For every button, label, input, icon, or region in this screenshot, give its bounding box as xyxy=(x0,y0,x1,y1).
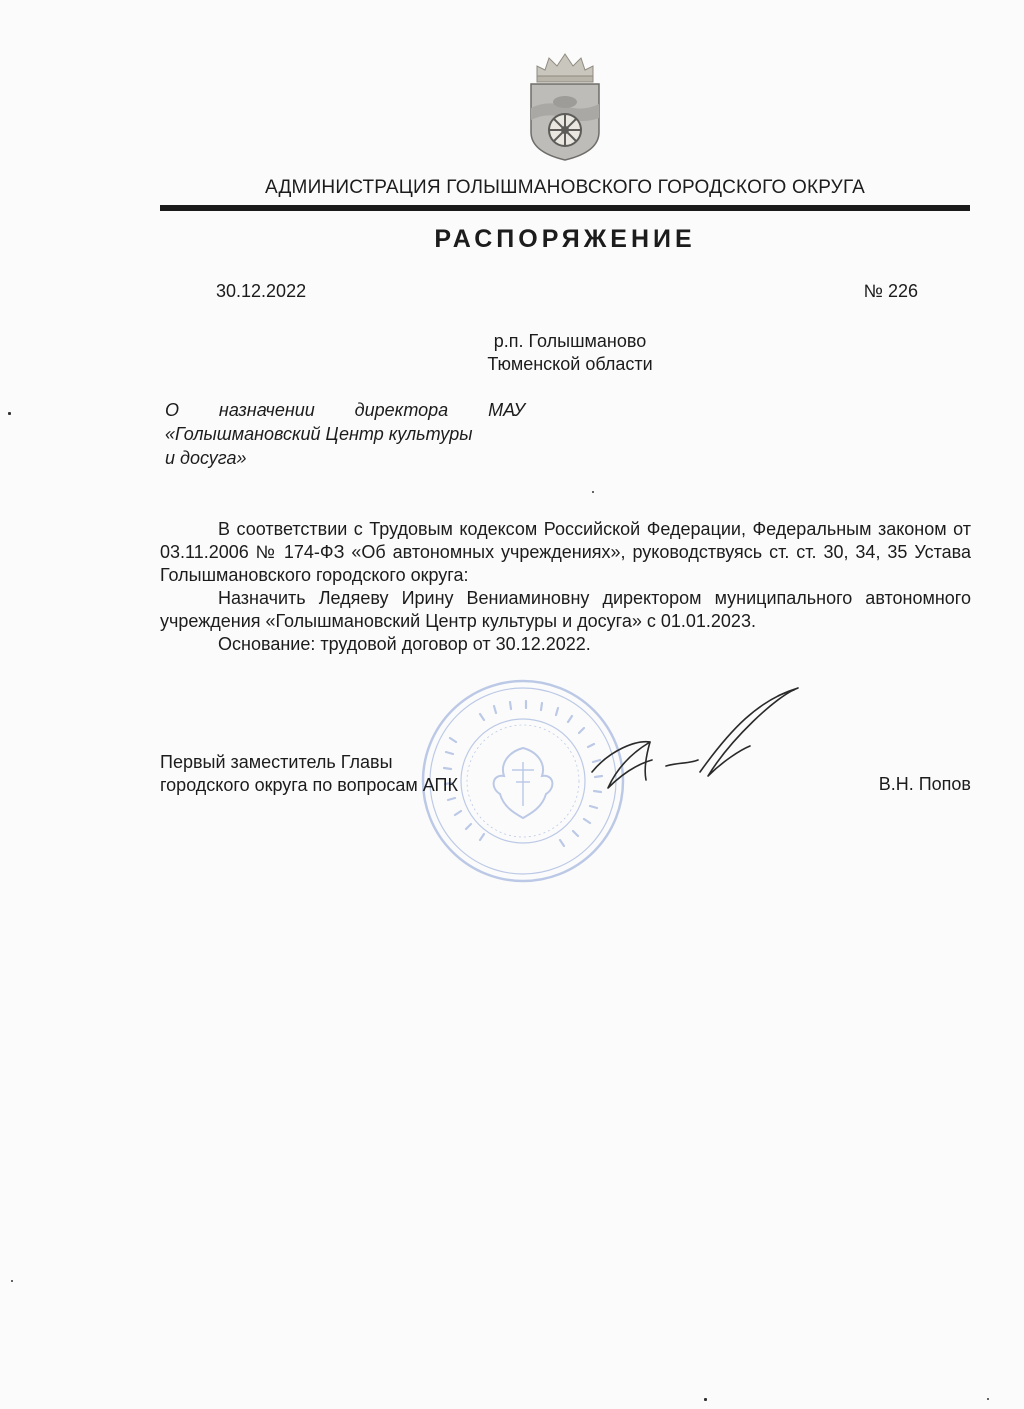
scan-speck xyxy=(8,412,11,415)
body-paragraph-basis: В соответствии с Трудовым кодексом Российской Федерации, Федеральным законом от 03.11.2006 № 174-ФЗ «Об автономных учреждениях», руководствуясь ст. ст. 30, 34, 35 Устава Голышмановского городского округа: xyxy=(160,519,971,585)
header-divider xyxy=(160,205,970,211)
document-body xyxy=(160,518,971,656)
scan-speck xyxy=(592,491,594,493)
golyshmanovo-coat-of-arms-icon xyxy=(527,48,603,162)
place-line-2: Тюменской области xyxy=(487,354,653,374)
body-paragraph-grounds: Основание: трудовой договор от 30.12.2022. xyxy=(218,634,591,654)
organization-name: АДМИНИСТРАЦИЯ ГОЛЫШМАНОВСКОГО ГОРОДСКОГО ОКРУГА xyxy=(264,177,866,198)
document-place xyxy=(400,330,740,376)
signatory-position-line-2: городского округа по вопросам АПК xyxy=(160,775,458,795)
handwritten-signature-icon xyxy=(580,680,810,800)
signatory-position xyxy=(160,751,458,797)
subject-line-2: «Голышмановский Центр культуры xyxy=(165,424,473,444)
subject-line-1: О назначении директора МАУ xyxy=(165,400,525,420)
scan-speck xyxy=(11,1280,13,1282)
scan-speck xyxy=(704,1398,707,1401)
document-date: 30.12.2022 xyxy=(216,281,307,301)
document-subject xyxy=(165,398,525,470)
place-line-1: р.п. Голышманово xyxy=(493,331,647,351)
body-paragraph-appointment: Назначить Ледяеву Ирину Вениаминовну директором муниципального автономного учреждения «Голышмановский Центр культуры и досуга» с 01.01.2023. xyxy=(160,588,971,631)
signatory-position-line-1: Первый заместитель Главы xyxy=(160,752,393,772)
signatory-name: В.Н. Попов xyxy=(878,774,971,794)
document-number: № 226 xyxy=(863,281,918,301)
subject-line-3: и досуга» xyxy=(165,448,247,468)
document-type-title: РАСПОРЯЖЕНИЕ xyxy=(434,225,696,253)
scan-speck xyxy=(987,1398,989,1400)
